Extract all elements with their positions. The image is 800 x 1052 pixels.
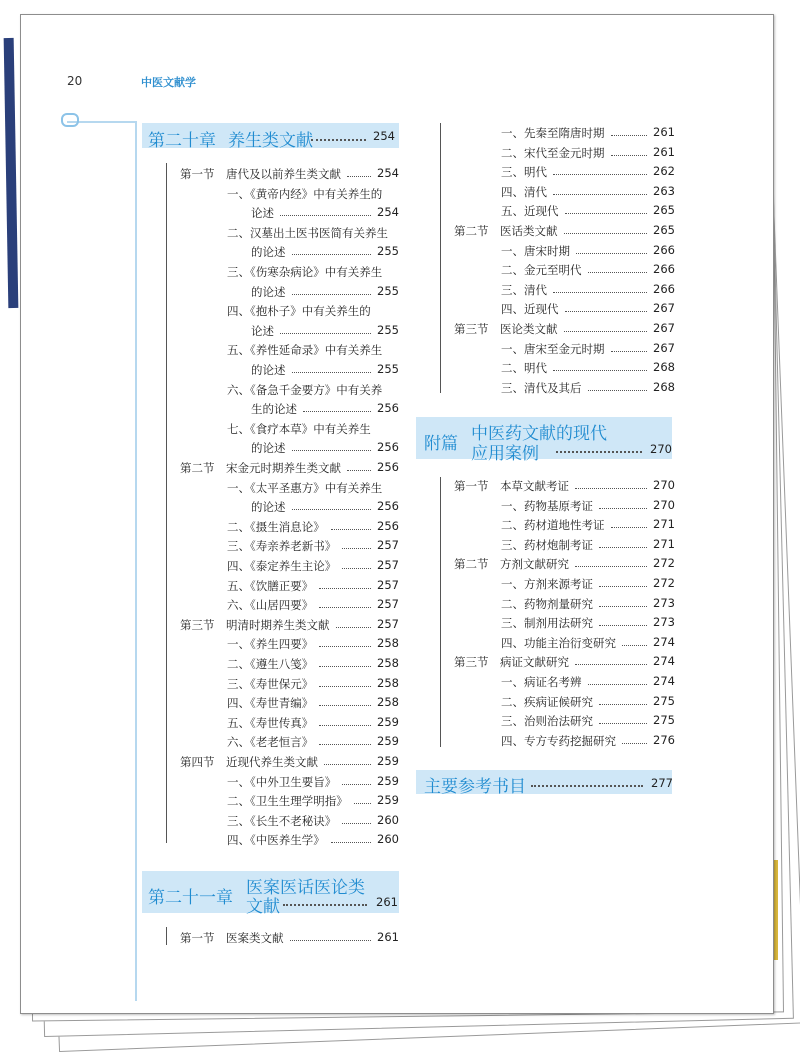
leader-dots [599, 625, 647, 626]
toc-entry-title: 三、《长生不老秘诀》 [227, 813, 337, 828]
toc-entry-page: 259 [377, 773, 399, 788]
toc-entry-title: 四、《抱朴子》中有关养生的 [227, 304, 371, 319]
leader-dots [531, 785, 643, 787]
leader-dots [553, 370, 647, 371]
toc-entry-page: 256 [377, 460, 399, 474]
leader-dots [292, 294, 371, 295]
toc-entry-page: 274 [653, 654, 675, 669]
leader-dots [292, 450, 371, 451]
leader-dots [622, 743, 647, 744]
toc-entry-title: 的论述 [251, 500, 286, 515]
leader-dots [611, 527, 647, 528]
toc-entry-page: 257 [377, 577, 399, 592]
leader-dots [290, 940, 371, 941]
leader-dots [575, 566, 647, 567]
toc-entry-page: 268 [653, 379, 675, 394]
leader-dots [319, 744, 371, 745]
section-rule [440, 123, 441, 393]
leader-dots [599, 508, 647, 509]
leader-dots [342, 784, 371, 785]
leader-dots [556, 451, 642, 453]
leader-dots [292, 509, 371, 510]
toc-entry-title: 一、《养生四要》 [227, 637, 314, 652]
toc-entry-page: 271 [653, 517, 675, 532]
toc-entry-page: 254 [377, 166, 399, 180]
toc-entry-page: 259 [377, 714, 399, 729]
leader-dots [575, 488, 647, 489]
running-title: 中医文献学 [141, 76, 196, 89]
appendix-title: 中医药文献的现代 [471, 424, 607, 444]
leader-dots [303, 411, 371, 412]
toc-entry-title: 五、《寿世传真》 [227, 715, 314, 730]
toc-entry-page: 270 [653, 478, 675, 492]
toc-entry-title: 一、《太平圣惠方》中有关养生 [227, 480, 383, 495]
toc-entry-title: 一、唐宋至金元时期 [501, 341, 605, 356]
toc-entry-page: 268 [653, 360, 675, 375]
toc-entry-title: 一、唐宋时期 [501, 243, 570, 258]
leader-dots [354, 803, 371, 804]
leader-dots [599, 723, 647, 724]
toc-entry-page: 257 [377, 538, 399, 553]
toc-entry-page: 256 [377, 440, 399, 455]
toc-entry-page: 265 [653, 203, 675, 218]
page-number: 20 [67, 74, 83, 88]
leader-dots [565, 213, 647, 214]
leader-dots [588, 684, 647, 685]
toc-entry-title: 三、《伤寒杂病论》中有关养生 [227, 265, 383, 279]
leader-dots [553, 174, 647, 175]
leader-dots [319, 686, 371, 687]
toc-entry-title: 五、近现代 [501, 204, 559, 219]
toc-entry-page: 266 [653, 242, 675, 257]
toc-entry-page: 263 [653, 183, 675, 198]
leader-dots [336, 627, 371, 628]
toc-entry-title: 的论述 [251, 245, 286, 260]
toc-entry-title: 六、《备急千金要方》中有关养 [227, 382, 383, 397]
leader-dots [331, 842, 371, 843]
leader-dots [599, 606, 647, 607]
toc-section-title: 第一节 本草文献考证 [454, 479, 569, 493]
toc-entry-page: 254 [377, 205, 399, 220]
toc-entry-title: 六、《山居四要》 [227, 598, 314, 613]
toc-entry-title: 二、汉墓出土医书医简有关养生 [227, 225, 388, 240]
chapter-title: 养生类文献 [228, 131, 313, 151]
chapter-title-cont: 文献 [246, 897, 280, 917]
leader-dots [319, 725, 371, 726]
toc-entry-title: 四、《寿世青编》 [227, 696, 314, 711]
leader-dots [280, 215, 371, 216]
chapter-page: 254 [373, 129, 395, 143]
leader-dots [319, 588, 371, 589]
toc-entry-page: 262 [653, 164, 675, 179]
toc-entry-title: 四、清代 [501, 184, 547, 199]
leader-dots [564, 331, 647, 332]
toc-entry-page: 259 [377, 793, 399, 808]
toc-entry-page: 255 [377, 322, 399, 337]
leader-dots [347, 176, 371, 177]
leader-dots [599, 586, 647, 587]
leader-dots [283, 904, 367, 906]
leader-dots [599, 704, 647, 705]
toc-entry-title: 论述 [251, 206, 274, 221]
toc-entry-page: 276 [653, 732, 675, 747]
toc-entry-page: 256 [377, 401, 399, 416]
toc-entry-title: 三、清代 [501, 282, 547, 297]
chapter-title: 医案医话医论类 [246, 878, 365, 898]
toc-entry-title: 三、药材炮制考证 [501, 537, 593, 552]
toc-section-title: 第二节 宋金元时期养生类文献 [180, 461, 341, 475]
toc-entry-page: 256 [377, 499, 399, 514]
leader-dots [347, 470, 371, 471]
leader-dots [622, 645, 647, 646]
toc-section-title: 第一节 医案类文献 [180, 931, 284, 945]
leader-dots [319, 607, 371, 608]
book-edge [4, 38, 19, 308]
toc-entry-title: 四、专方专药挖掘研究 [501, 733, 616, 748]
toc-entry-title: 四、《中医养生学》 [227, 833, 325, 848]
section-rule [440, 477, 441, 747]
leader-dots [342, 823, 371, 824]
toc-entry-page: 258 [377, 656, 399, 670]
toc-entry-page: 267 [653, 340, 675, 355]
toc-entry-title: 三、制剂用法研究 [501, 616, 593, 631]
toc-entry-page: 261 [653, 125, 675, 139]
toc-entry-page: 261 [377, 930, 399, 944]
toc-entry-title: 生的论述 [251, 402, 297, 417]
toc-entry-page: 274 [653, 674, 675, 688]
toc-entry-title: 二、《摄生消息论》 [227, 519, 325, 534]
leader-dots [311, 139, 366, 141]
decor-line [135, 121, 137, 1001]
toc-entry-page: 260 [377, 812, 399, 827]
toc-entry-title: 二、《卫生生理学明指》 [227, 794, 348, 809]
leader-dots [564, 233, 647, 234]
toc-entry-page: 270 [653, 497, 675, 512]
toc-entry-page: 272 [653, 576, 675, 590]
toc-entry-page: 273 [653, 595, 675, 610]
leader-dots [588, 390, 647, 391]
toc-entry-page: 261 [653, 144, 675, 159]
leader-dots [342, 548, 371, 549]
leader-dots [575, 664, 647, 665]
toc-entry-title: 四、《泰定养生主论》 [227, 559, 337, 573]
toc-entry-page: 267 [653, 321, 675, 335]
toc-entry-page: 259 [377, 754, 399, 768]
leader-dots [331, 529, 371, 530]
leader-dots [319, 666, 371, 667]
toc-entry-page: 255 [377, 283, 399, 298]
toc-entry-title: 七、《食疗本草》中有关养生 [227, 421, 371, 436]
toc-entry-title: 二、药材道地性考证 [501, 518, 605, 533]
leader-dots [324, 764, 371, 765]
toc-entry-page: 258 [377, 675, 399, 690]
toc-entry-page: 273 [653, 615, 675, 630]
toc-entry-title: 一、《黄帝内经》中有关养生的 [227, 186, 383, 201]
leader-dots [292, 372, 371, 373]
toc-entry-page: 255 [377, 244, 399, 259]
toc-entry-title: 二、《遵生八笺》 [227, 657, 314, 671]
leader-dots [565, 311, 647, 312]
toc-entry-title: 的论述 [251, 284, 286, 299]
toc-entry-title: 二、药物剂量研究 [501, 596, 593, 611]
toc-entry-page: 257 [377, 616, 399, 631]
toc-entry-title: 三、《寿世保元》 [227, 676, 314, 691]
leader-dots [280, 333, 371, 334]
chapter-page: 261 [376, 895, 398, 909]
toc-entry-title: 二、明代 [501, 361, 547, 376]
toc-entry-title: 三、清代及其后 [501, 380, 582, 395]
toc-section-title: 第三节 病证文献研究 [454, 655, 569, 670]
toc-entry-page: 267 [653, 301, 675, 316]
leader-dots [319, 705, 371, 706]
toc-entry-title: 一、病证名考辨 [501, 675, 582, 689]
toc-entry-page: 266 [653, 281, 675, 296]
leader-dots [588, 272, 647, 273]
toc-entry-title: 四、功能主治衍变研究 [501, 635, 616, 650]
toc-entry-title: 三、治则治法研究 [501, 714, 593, 729]
toc-entry-title: 二、疾病证候研究 [501, 694, 593, 709]
toc-entry-page: 260 [377, 832, 399, 847]
section-rule [166, 163, 167, 843]
toc-section-title: 第三节 医论类文献 [454, 322, 558, 336]
toc-section-title: 第二节 医话类文献 [454, 224, 558, 238]
toc-entry-page: 275 [653, 693, 675, 708]
toc-entry-title: 五、《养性延命录》中有关养生 [227, 343, 383, 358]
bibliography-title: 主要参考书目 [424, 777, 526, 797]
toc-page [20, 14, 774, 1014]
toc-entry-page: 272 [653, 556, 675, 571]
toc-entry-page: 271 [653, 536, 675, 551]
toc-entry-title: 一、方剂来源考证 [501, 577, 593, 591]
toc-entry-title: 四、近现代 [501, 302, 559, 317]
toc-entry-page: 258 [377, 636, 399, 651]
toc-entry-title: 的论述 [251, 363, 286, 377]
toc-entry-page: 257 [377, 597, 399, 612]
leaf-icon [61, 113, 79, 127]
toc-section-title: 第三节 明清时期养生类文献 [180, 617, 330, 632]
toc-entry-page: 256 [377, 518, 399, 533]
toc-entry-page: 257 [377, 558, 399, 572]
toc-entry-title: 一、先秦至隋唐时期 [501, 126, 605, 140]
toc-entry-title: 二、宋代至金元时期 [501, 145, 605, 160]
toc-section-title: 第四节 近现代养生类文献 [180, 755, 318, 769]
toc-entry-page: 259 [377, 734, 399, 749]
toc-entry-page: 274 [653, 634, 675, 649]
bibliography-page: 277 [651, 776, 673, 790]
toc-entry-title: 的论述 [251, 441, 286, 456]
section-rule [166, 927, 167, 945]
toc-section-title: 第二节 方剂文献研究 [454, 557, 569, 572]
toc-entry-page: 265 [653, 223, 675, 237]
toc-section-title: 第一节 唐代及以前养生类文献 [180, 167, 341, 181]
toc-entry-page: 266 [653, 262, 675, 277]
toc-entry-title: 二、金元至明代 [501, 263, 582, 278]
leader-dots [292, 254, 371, 255]
toc-entry-title: 一、《中外卫生要旨》 [227, 774, 337, 789]
toc-entry-page: 275 [653, 713, 675, 728]
leader-dots [611, 351, 647, 352]
leader-dots [319, 646, 371, 647]
appendix-page: 270 [650, 442, 672, 456]
toc-entry-title: 五、《饮膳正要》 [227, 578, 314, 593]
leader-dots [576, 253, 647, 254]
appendix-title-cont: 应用案例 [471, 444, 539, 464]
leader-dots [611, 155, 647, 156]
leader-dots [599, 547, 647, 548]
toc-entry-title: 六、《老老恒言》 [227, 735, 314, 750]
toc-entry-title: 论述 [251, 323, 274, 338]
leader-dots [611, 135, 647, 136]
chapter-label: 第二十章 [148, 131, 216, 151]
toc-entry-title: 三、明代 [501, 165, 547, 180]
chapter-label: 第二十一章 [148, 888, 233, 908]
toc-entry-page: 255 [377, 362, 399, 376]
toc-entry-title: 三、《寿亲养老新书》 [227, 539, 337, 554]
toc-entry-title: 一、药物基原考证 [501, 498, 593, 513]
toc-entry-page: 258 [377, 695, 399, 710]
leader-dots [553, 194, 647, 195]
leader-dots [553, 292, 647, 293]
appendix-label: 附篇 [424, 434, 458, 454]
leader-dots [342, 568, 371, 569]
